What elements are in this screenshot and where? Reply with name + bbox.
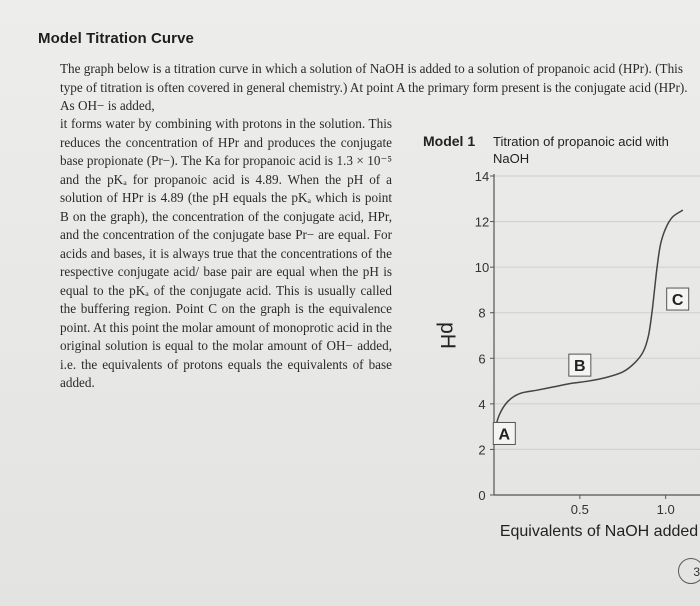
y-tick-label: 14 — [474, 169, 490, 184]
model-title-line1: Titration of propanoic acid with — [493, 134, 669, 149]
x-tick-label: 0.5 — [570, 502, 589, 517]
x-axis-label: Equivalents of NaOH added — [499, 523, 699, 540]
section-title: Model Titration Curve — [38, 30, 195, 47]
point-label-a: A — [498, 426, 511, 444]
y-tick-label: 8 — [478, 305, 486, 321]
model-number-label: Model 1 — [423, 133, 476, 149]
paragraph-intro: The graph below is a titration curve in which a solution of NaOH is added to a solution of propanoic acid (HPr). (This type of titration is often covered in general chemistry.) At point A the primary form present is the conjugate acid (HPr). As OH− is added, — [60, 61, 688, 113]
point-label-b: B — [574, 358, 586, 376]
page-number-badge: 3 — [678, 558, 700, 584]
x-tick-label: 1.0 — [656, 502, 675, 517]
y-tick-label: 10 — [474, 260, 490, 276]
paragraph-explanation: it forms water by combining with protons in the solution. This reduces the concentration of HPr and produces the conjugate base propionate (Pr−). The Ka for propanoic acid is 1.3 × 10⁻⁵ and the pKₐ for propanoic acid is 4.89. When the pH of a solution of HPr is 4.89 (the pH equals the pKₐ which is point B on the graph), the concentration of the conjugate acid, HPr, and the concentration of the conjugate base Pr− are equal. For acids and bases, it is always true that the concentrations of the respective conjugate acid/ base pair are equal when the pH is equal to the pKₐ of the conjugate acid. This is usually called the buffering region. Point C on the graph is the equivalence point. At this point the molar amount of monoprotic acid in the original solution is equal to the molar amount of OH− added, i.e. the equivalents of protons equals the equivalents of base added. — [60, 116, 392, 390]
titration-curve-svg — [405, 128, 700, 568]
titration-chart — [405, 128, 700, 568]
y-tick-label: 0 — [478, 488, 486, 503]
y-tick-label: 4 — [478, 396, 486, 412]
y-axis-label: pH — [436, 322, 459, 349]
model-title-line2: NaOH — [493, 151, 530, 166]
y-tick-label: 2 — [478, 442, 486, 458]
y-tick-label: 6 — [478, 351, 486, 367]
point-label-c: C — [671, 292, 684, 310]
y-tick-label: 12 — [474, 214, 490, 230]
titration-curve-line — [494, 210, 683, 433]
